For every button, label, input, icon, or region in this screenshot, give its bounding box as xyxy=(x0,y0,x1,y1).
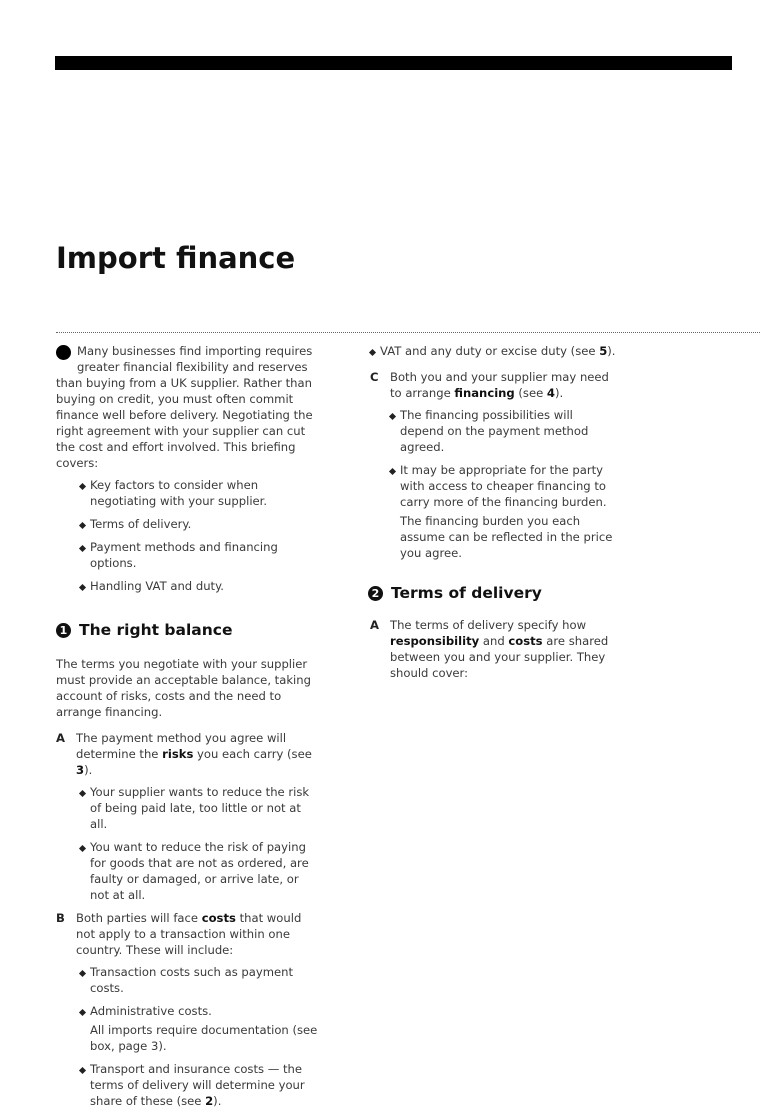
point-a: A The payment method you agree will determine the risks you each carry (see 3). Your supplier wants to reduce the risk of being paid late, too little or not at all. You want to reduce the risk of paying for goods that are not as ordered, are faulty or damaged, or arrive late, or not at all. xyxy=(56,730,318,903)
point-a: A The terms of delivery specify how responsibility and costs are shared between you and your supplier. They should cover: xyxy=(370,618,609,680)
list-item: The financing possibilities will depend on the payment method agreed. xyxy=(390,407,620,455)
page-title: Import finance xyxy=(56,241,296,275)
list-item: Payment methods and financing options. xyxy=(80,539,318,571)
intro-list xyxy=(80,477,318,594)
number-badge-icon: 2 xyxy=(368,586,383,601)
right-column xyxy=(370,343,620,687)
list-item: VAT and any duty or excise duty (see 5). xyxy=(370,343,620,359)
point-b: B Both parties will face costs that would not apply to a transaction within one country. These will include: Transaction costs such as payment costs. Administrative costs. All imports require documentation (see box, page 3). Transport and insurance costs — the terms of delivery will determine your share of these (see 2). xyxy=(56,911,318,1108)
sub-note: All imports require documentation (see box, page 3). xyxy=(90,1023,318,1053)
bullet-dot-icon xyxy=(56,345,71,360)
section-heading: 2 Terms of delivery xyxy=(368,583,620,603)
list-item: It may be appropriate for the party with access to cheaper financing to carry more of the financing burden. xyxy=(390,462,620,510)
divider xyxy=(56,332,760,333)
list-item: Terms of delivery. xyxy=(80,516,318,532)
list-item: You want to reduce the risk of paying for goods that are not as ordered, are faulty or damaged, or arrive late, or not at all. xyxy=(80,839,318,903)
sub-note: The financing burden you each assume can be reflected in the price you agree. xyxy=(400,514,613,560)
number-badge-icon: 1 xyxy=(56,623,71,638)
section-heading: 1 The right balance xyxy=(56,620,318,640)
header-bar xyxy=(55,56,732,70)
list-item: Your supplier wants to reduce the risk of being paid late, too little or not at all. xyxy=(80,784,318,832)
left-column xyxy=(56,343,318,1116)
list-item: Transaction costs such as payment costs. xyxy=(80,964,318,996)
list-item: Administrative costs. xyxy=(80,1003,318,1019)
section-intro: The terms you negotiate with your supplier must provide an acceptable balance, taking account of risks, costs and the need to arrange financing. xyxy=(56,657,311,719)
list-item: Key factors to consider when negotiating with your supplier. xyxy=(80,477,318,509)
intro-paragraph: Many businesses find importing requires greater financial flexibility and reserves than buying from a UK supplier. Rather than buying on credit, you must often commit finance well before delivery. Negotiating the right agreement with your supplier can cut the cost and effort involved. This briefing covers: xyxy=(56,344,313,470)
list-item: Handling VAT and duty. xyxy=(80,578,318,594)
point-c: C Both you and your supplier may need to arrange financing (see 4). The financing possibilities will depend on the payment method agreed. It may be appropriate for the party with access to cheaper financing to carry more of the financing burden. The financing burden you each assume can be reflected in the price you agree. xyxy=(370,369,620,561)
list-item: Transport and insurance costs — the terms of delivery will determine your share of these (see 2). xyxy=(80,1061,318,1109)
